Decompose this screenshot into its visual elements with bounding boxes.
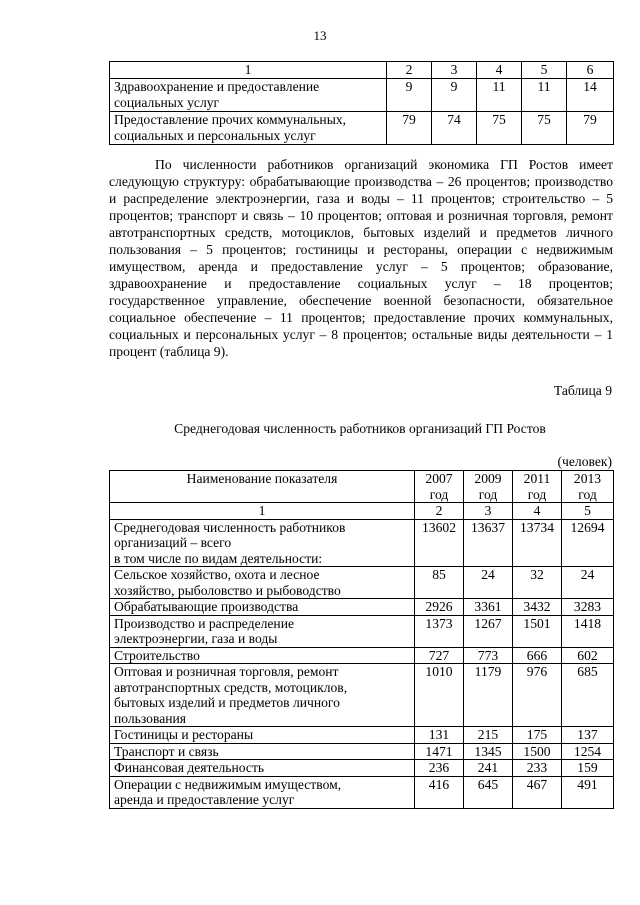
cell-value: 976 <box>513 664 562 727</box>
year-header: 2007 год <box>415 471 464 503</box>
row-label: Здравоохранение и предоставление социальных услуг <box>110 79 387 112</box>
table-row <box>110 760 614 777</box>
cell-value: 491 <box>562 776 614 808</box>
column-number: 2 <box>387 62 432 79</box>
row-label: Предоставление прочих коммунальных, социальных и персональных услуг <box>110 112 387 145</box>
cell-value: 1471 <box>415 743 464 760</box>
cell-value: 32 <box>513 567 562 599</box>
cell-value: 9 <box>387 79 432 112</box>
row-label: Операции с недвижимым имуществом, аренда и предоставление услуг <box>110 776 415 808</box>
table-row <box>110 776 614 808</box>
cell-value: 685 <box>562 664 614 727</box>
page-number: 13 <box>313 28 327 43</box>
table-row <box>110 519 614 567</box>
table-row <box>110 664 614 727</box>
cell-value: 666 <box>513 647 562 664</box>
cell-value: 467 <box>513 776 562 808</box>
table-row <box>110 615 614 647</box>
cell-value: 1010 <box>415 664 464 727</box>
table-row <box>110 743 614 760</box>
cell-value: 773 <box>464 647 513 664</box>
table-caption: Таблица 9 <box>553 383 612 398</box>
cell-value: 236 <box>415 760 464 777</box>
cell-value: 131 <box>415 727 464 744</box>
cell-value: 1254 <box>562 743 614 760</box>
column-number: 5 <box>562 503 614 520</box>
cell-value: 416 <box>415 776 464 808</box>
row-label: Финансовая деятельность <box>110 760 415 777</box>
cell-value: 1500 <box>513 743 562 760</box>
cell-value: 14 <box>567 79 614 112</box>
table-row <box>110 79 614 112</box>
column-number: 1 <box>110 503 415 520</box>
column-number: 4 <box>477 62 522 79</box>
year-header: 2013 год <box>562 471 614 503</box>
column-number: 2 <box>415 503 464 520</box>
cell-value: 727 <box>415 647 464 664</box>
table-row <box>110 599 614 616</box>
cell-value: 3432 <box>513 599 562 616</box>
table-row <box>110 647 614 664</box>
cell-value: 241 <box>464 760 513 777</box>
table-row <box>110 567 614 599</box>
indicator-name-header: Наименование показателя <box>110 471 415 503</box>
cell-value: 175 <box>513 727 562 744</box>
row-label: Транспорт и связь <box>110 743 415 760</box>
cell-value: 24 <box>464 567 513 599</box>
table-row <box>110 112 614 145</box>
cell-value: 12694 <box>562 519 614 567</box>
cell-value: 215 <box>464 727 513 744</box>
cell-value: 1179 <box>464 664 513 727</box>
column-number: 4 <box>513 503 562 520</box>
cell-value: 233 <box>513 760 562 777</box>
cell-value: 3283 <box>562 599 614 616</box>
cell-value: 79 <box>387 112 432 145</box>
cell-value: 602 <box>562 647 614 664</box>
continued-table <box>109 61 614 145</box>
cell-value: 24 <box>562 567 614 599</box>
year-header: 2009 год <box>464 471 513 503</box>
cell-value: 645 <box>464 776 513 808</box>
row-label: Обрабатывающие производства <box>110 599 415 616</box>
cell-value: 2926 <box>415 599 464 616</box>
cell-value: 1418 <box>562 615 614 647</box>
cell-value: 75 <box>522 112 567 145</box>
cell-value: 3361 <box>464 599 513 616</box>
cell-value: 13734 <box>513 519 562 567</box>
row-label: Гостиницы и рестораны <box>110 727 415 744</box>
year-header: 2011 год <box>513 471 562 503</box>
cell-value: 137 <box>562 727 614 744</box>
cell-value: 159 <box>562 760 614 777</box>
cell-value: 75 <box>477 112 522 145</box>
table-row <box>110 727 614 744</box>
cell-value: 1267 <box>464 615 513 647</box>
cell-value: 9 <box>432 79 477 112</box>
row-label: Производство и распределение электроэнергии, газа и воды <box>110 615 415 647</box>
row-label: Оптовая и розничная торговля, ремонт автотранспортных средств, мотоциклов, бытовых изделий и предметов личного пользования <box>110 664 415 727</box>
column-number: 5 <box>522 62 567 79</box>
cell-value: 13637 <box>464 519 513 567</box>
column-number: 1 <box>110 62 387 79</box>
row-label: Сельское хозяйство, охота и лесное хозяйство, рыболовство и рыбоводство <box>110 567 415 599</box>
table-units: (человек) <box>557 454 612 469</box>
cell-value: 1373 <box>415 615 464 647</box>
table-header-row <box>110 62 614 79</box>
table-title: Среднегодовая численность работников организаций ГП Ростов <box>174 421 546 436</box>
cell-value: 1345 <box>464 743 513 760</box>
column-numbering-row <box>110 503 614 520</box>
column-number: 3 <box>464 503 513 520</box>
employee-count-table <box>109 470 614 809</box>
cell-value: 11 <box>522 79 567 112</box>
row-label: Строительство <box>110 647 415 664</box>
cell-value: 79 <box>567 112 614 145</box>
row-label: Среднегодовая численность работников организаций – всего в том числе по видам деятельности: <box>110 519 415 567</box>
cell-value: 11 <box>477 79 522 112</box>
cell-value: 74 <box>432 112 477 145</box>
cell-value: 1501 <box>513 615 562 647</box>
cell-value: 85 <box>415 567 464 599</box>
table-header-row <box>110 471 614 503</box>
column-number: 3 <box>432 62 477 79</box>
cell-value: 13602 <box>415 519 464 567</box>
column-number: 6 <box>567 62 614 79</box>
body-paragraph: По численности работников организаций экономика ГП Ростов имеет следующую структуру: обрабатывающие производства – 26 процентов; производство и распределение электроэнергии, газа и воды – 11 процентов; строительство – 5 процентов; транспорт и связь – 10 процентов; оптовая и розничная торговля, ремонт автотранспортных средств, мотоциклов, бытовых изделий и предметов личного пользования – 5 процентов; гостиницы и рестораны, операции с недвижимым имуществом, аренда и предоставление услуг – 5 процентов; образование, здравоохранение и предоставление социальных услуг – 18 процентов; государственное управление, обеспечение военной безопасности, обязательное социальное обеспечение – 11 процентов; предоставление прочих коммунальных, социальных и персональных услуг – 8 процентов; остальные виды деятельности – 1 процент (таблица 9). <box>109 157 613 359</box>
